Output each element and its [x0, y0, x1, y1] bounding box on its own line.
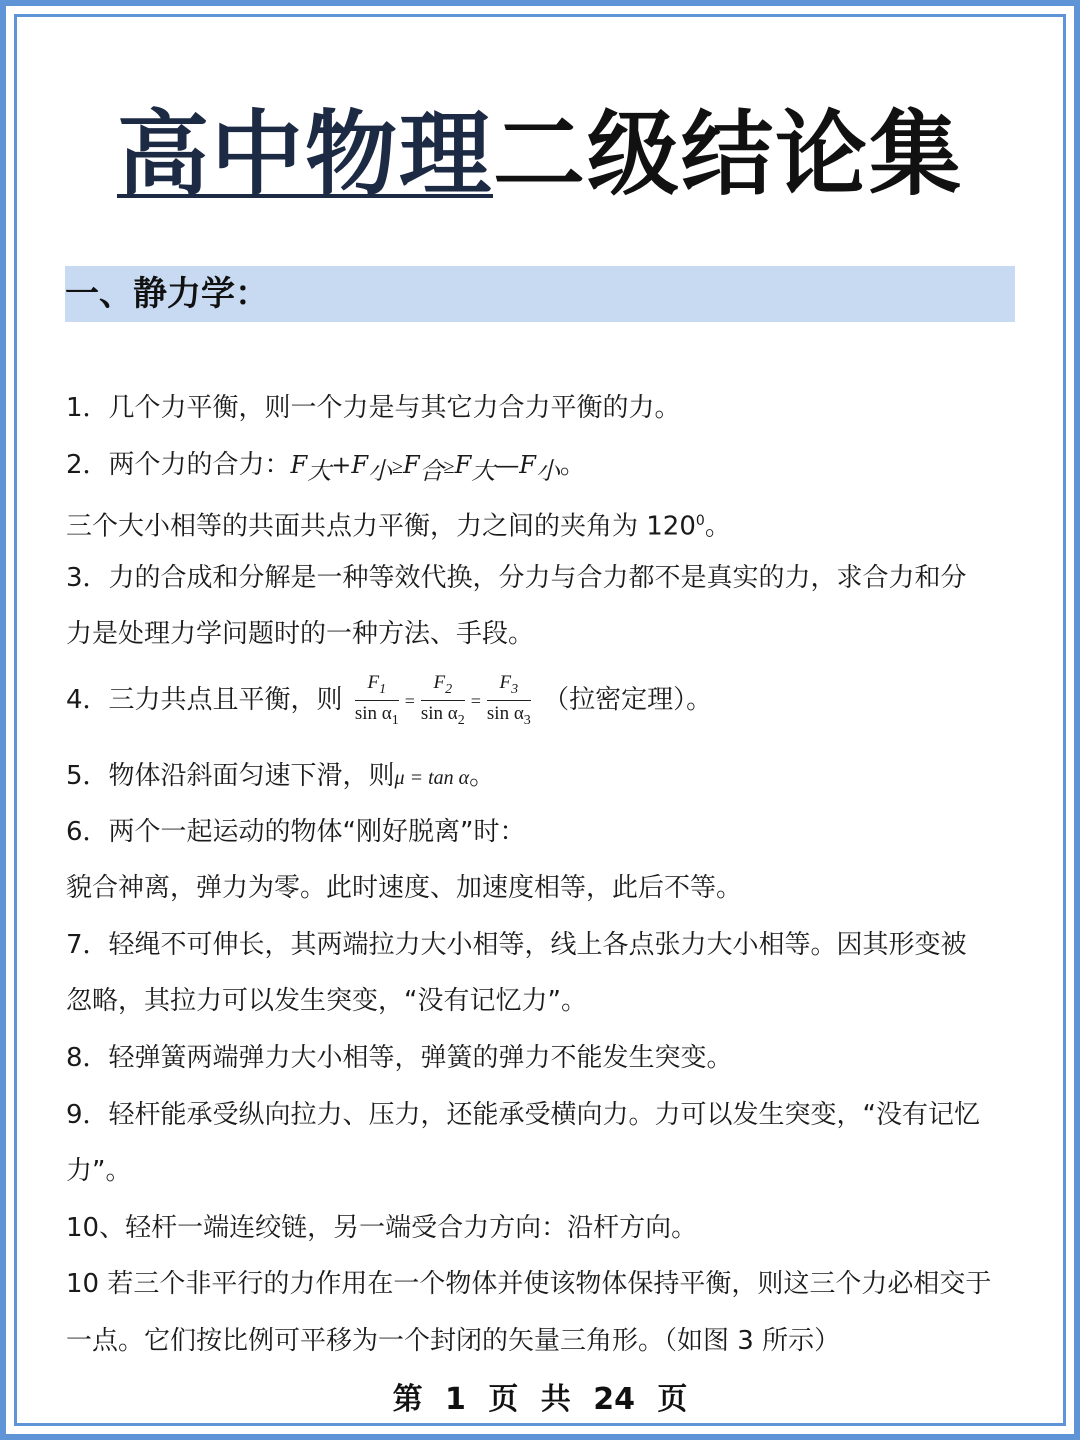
item-1: 1．几个力平衡，则一个力是与其它力合力平衡的力。 — [66, 393, 681, 423]
item-9-cont: 力”。 — [66, 1156, 132, 1186]
fraction-1 — [355, 673, 399, 728]
equals-2: = — [470, 690, 481, 711]
item-2-prefix: 2．两个力的合力： — [66, 450, 291, 480]
item-8: 8．轻弹簧两端弹力大小相等，弹簧的弹力不能发生突变。 — [66, 1043, 733, 1073]
title-underlined-part: 高中物理 — [116, 101, 493, 208]
fraction-1-numerator: $F_1$ — [355, 673, 399, 701]
item-6-cont: 貌合神离，弹力为零。此时速度、加速度相等，此后不等。 — [66, 873, 743, 903]
formula-f-small: F — [351, 451, 368, 479]
item-5 — [66, 756, 495, 798]
item-10b: 10 若三个非平行的力作用在一个物体并使该物体保持平衡，则这三个力必相交于 — [66, 1269, 992, 1299]
item-3-cont: 力是处理力学问题时的一种方法、手段。 — [66, 619, 535, 649]
item-10b-cont: 一点。它们按比例可平移为一个封闭的矢量三角形。（如图 3 所示） — [66, 1326, 841, 1356]
fraction-2 — [421, 673, 465, 728]
item-10: 10、轻杆一端连绞链，另一端受合力方向：沿杆方向。 — [66, 1213, 698, 1243]
item-4-prefix: 4．三力共点且平衡，则 — [66, 685, 343, 715]
fraction-2-denominator: $\sin \alpha_2$ — [420, 703, 465, 728]
page-number-footer: 第 1 页 共 24 页 — [392, 1382, 688, 1417]
equals-1: = — [404, 690, 415, 711]
fraction-3-numerator: $F_3$ — [487, 673, 531, 701]
friction-formula: μ = tan α — [394, 767, 470, 789]
ge-sign-1: ≥ — [391, 456, 403, 478]
sub-small: 小 — [367, 457, 392, 486]
item-9: 9．轻杆能承受纵向拉力、压力，还能承受横向力。力可以发生突变，“没有记忆 — [66, 1100, 981, 1130]
fraction-1-denominator: $\sin \alpha_1$ — [354, 703, 399, 728]
plus-sign: + — [331, 451, 352, 479]
minus-sign: — — [495, 451, 520, 479]
formula-f-resultant: F — [402, 451, 420, 479]
item-3: 3．力的合成和分解是一种等效代换，分力与合力都不是真实的力，求合力和分 — [66, 563, 967, 593]
fraction-3-denominator: $\sin \alpha_3$ — [486, 703, 531, 728]
sub-resultant: 合 — [419, 457, 444, 486]
sub-big-2: 大 — [471, 457, 496, 486]
item-2-note-end: 。 — [704, 511, 731, 542]
formula-f-big: F — [290, 451, 308, 479]
item-2 — [66, 445, 586, 491]
item-7: 7．轻绳不可伸长，其两端拉力大小相等，线上各点张力大小相等。因其形变被 — [66, 930, 967, 960]
item-4 — [66, 670, 712, 731]
sub-small-2: 小 — [535, 457, 560, 486]
formula-f-big-2: F — [454, 451, 472, 479]
formula-f-small-2: F — [519, 451, 536, 479]
item-6: 6．两个一起运动的物体“刚好脱离”时： — [66, 817, 526, 847]
fraction-3 — [487, 673, 531, 728]
item-4-suffix: （拉密定理）。 — [543, 685, 713, 715]
sub-big: 大 — [307, 457, 332, 486]
ge-sign-2: ≥ — [443, 456, 455, 478]
item-2-note — [66, 501, 731, 547]
item-7-cont: 忽略，其拉力可以发生突变，“没有记忆力”。 — [66, 986, 587, 1016]
fraction-2-numerator: $F_2$ — [421, 673, 465, 701]
item-2-end: 。 — [559, 450, 586, 480]
section-title: 一、静力学： — [65, 274, 269, 314]
item-5-prefix: 5．物体沿斜面匀速下滑，则 — [66, 761, 395, 791]
page-title — [0, 100, 1080, 210]
title-rest: 二级结论集 — [493, 101, 964, 208]
item-5-end: 。 — [469, 761, 496, 791]
item-2-note-text: 三个大小相等的共面共点力平衡，力之间的夹角为 120 — [66, 511, 696, 542]
degree-sup: 0 — [695, 513, 705, 529]
